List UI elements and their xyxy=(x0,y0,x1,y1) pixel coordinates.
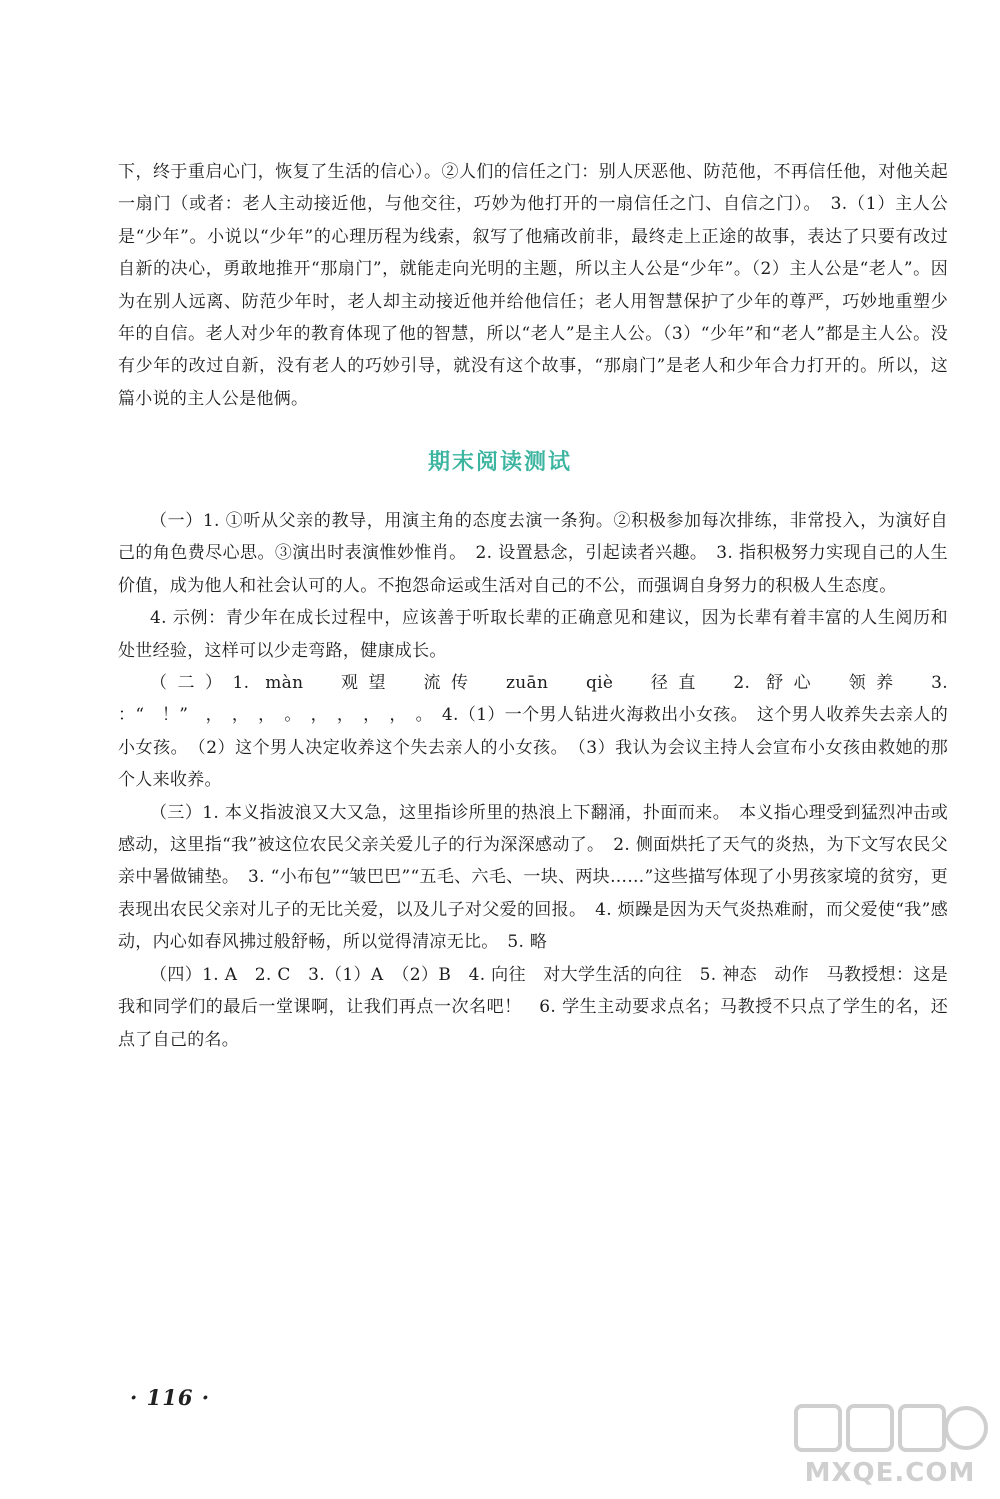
continuation-paragraph: 下，终于重启心门，恢复了生活的信心）。②人们的信任之门：别人厌恶他、防范他，不再信任他，对他关起一扇门（或者：老人主动接近他，与他交往，巧妙为他打开的一扇信任之门、自信之门）。 3.（1）主人公是“少年”。小说以“少年”的心理历程为线索，叙写了他痛改前非，最终走上正途的故事，表达了只要有改过自新的决心，勇敢地推开“那扇门”，就能走向光明的主题，所以主人公是“少年”。（2）主人公是“老人”。因为在别人远离、防范少年时，老人却主动接近他并给他信任；老人用智慧保护了少年的尊严，巧妙地重塑少年的自信。老人对少年的教育体现了他的智慧，所以“老人”是主人公。（3）“少年”和“老人”都是主人公。没有少年的改过自新，没有老人的巧妙引导，就没有这个故事，“那扇门”是老人和少年合力打开的。所以，这篇小说的主人公是他俩。 xyxy=(118,162,948,409)
section-title: 期末阅读测试 xyxy=(427,450,572,475)
answer-part-1-q4: 4. 示例：青少年在成长过程中，应该善于听取长辈的正确意见和建议，因为长辈有着丰富的人生阅历和处世经验，这样可以少走弯路，健康成长。 xyxy=(118,608,948,661)
watermark-logo xyxy=(790,1400,990,1490)
answer-part-4: （四）1. A 2. C 3.（1）A （2）B 4. 向往 对大学生活的向往 5. 神态 动作 马教授想：这是我和同学们的最后一堂课啊，让我们再点一次名吧！ 6. 学生主动要求点名；马教授不只点了学生的名，还点了自己的名。 xyxy=(118,964,948,1050)
page-number: · 116 · xyxy=(130,1385,211,1410)
final-reading-test-answers xyxy=(118,505,948,1056)
answer-part-2: （二）1. màn 观望 流传 zuān qiè 径直 2. 舒心 领养 3. ：“ ！” ， ， ， 。 ， ， ， ， 。 4.（1）一个男人钻进火海救出小女孩。 这个男人收养失去亲人的小女孩。 （2）这个男人决定收养这个失去亲人的小女孩。 （3）我认为会议主持人会宣布小女孩由救她的那个人来收养。 xyxy=(118,673,948,791)
answer-part-1: （一）1. ①听从父亲的教导，用演主角的态度去演一条狗。②积极参加每次排练，非常投入，为演好自己的角色费尽心思。③演出时表演惟妙惟肖。 2. 设置悬念，引起读者兴趣。 3. 指积极努力实现自己的人生价值，成为他人和社会认可的人。不抱怨命运或生活对自己的不公，而强调自身努力的积极人生态度。 xyxy=(118,511,948,596)
watermark-seal-icon xyxy=(790,1400,990,1460)
answer-continuation xyxy=(118,156,948,415)
watermark-text: MXQE.COM xyxy=(804,1458,976,1488)
answer-part-3: （三）1. 本义指波浪又大又急，这里指诊所里的热浪上下翻涌，扑面而来。 本义指心理受到猛烈冲击或感动，这里指“我”被这位农民父亲关爱儿子的行为深深感动了。 2. 侧面烘托了天气的炎热，为下文写农民父亲中暑做铺垫。 3. “小布包”“皱巴巴”“五毛、六毛、一块、两块……”这些描写体现了小男孩家境的贫穷，更表现出农民父亲对儿子的无比关爱，以及儿子对父爱的回报。 4. 烦躁是因为天气炎热难耐，而父爱使“我”感动，内心如春风拂过般舒畅，所以觉得清凉无比。 5. 略 xyxy=(118,802,948,953)
